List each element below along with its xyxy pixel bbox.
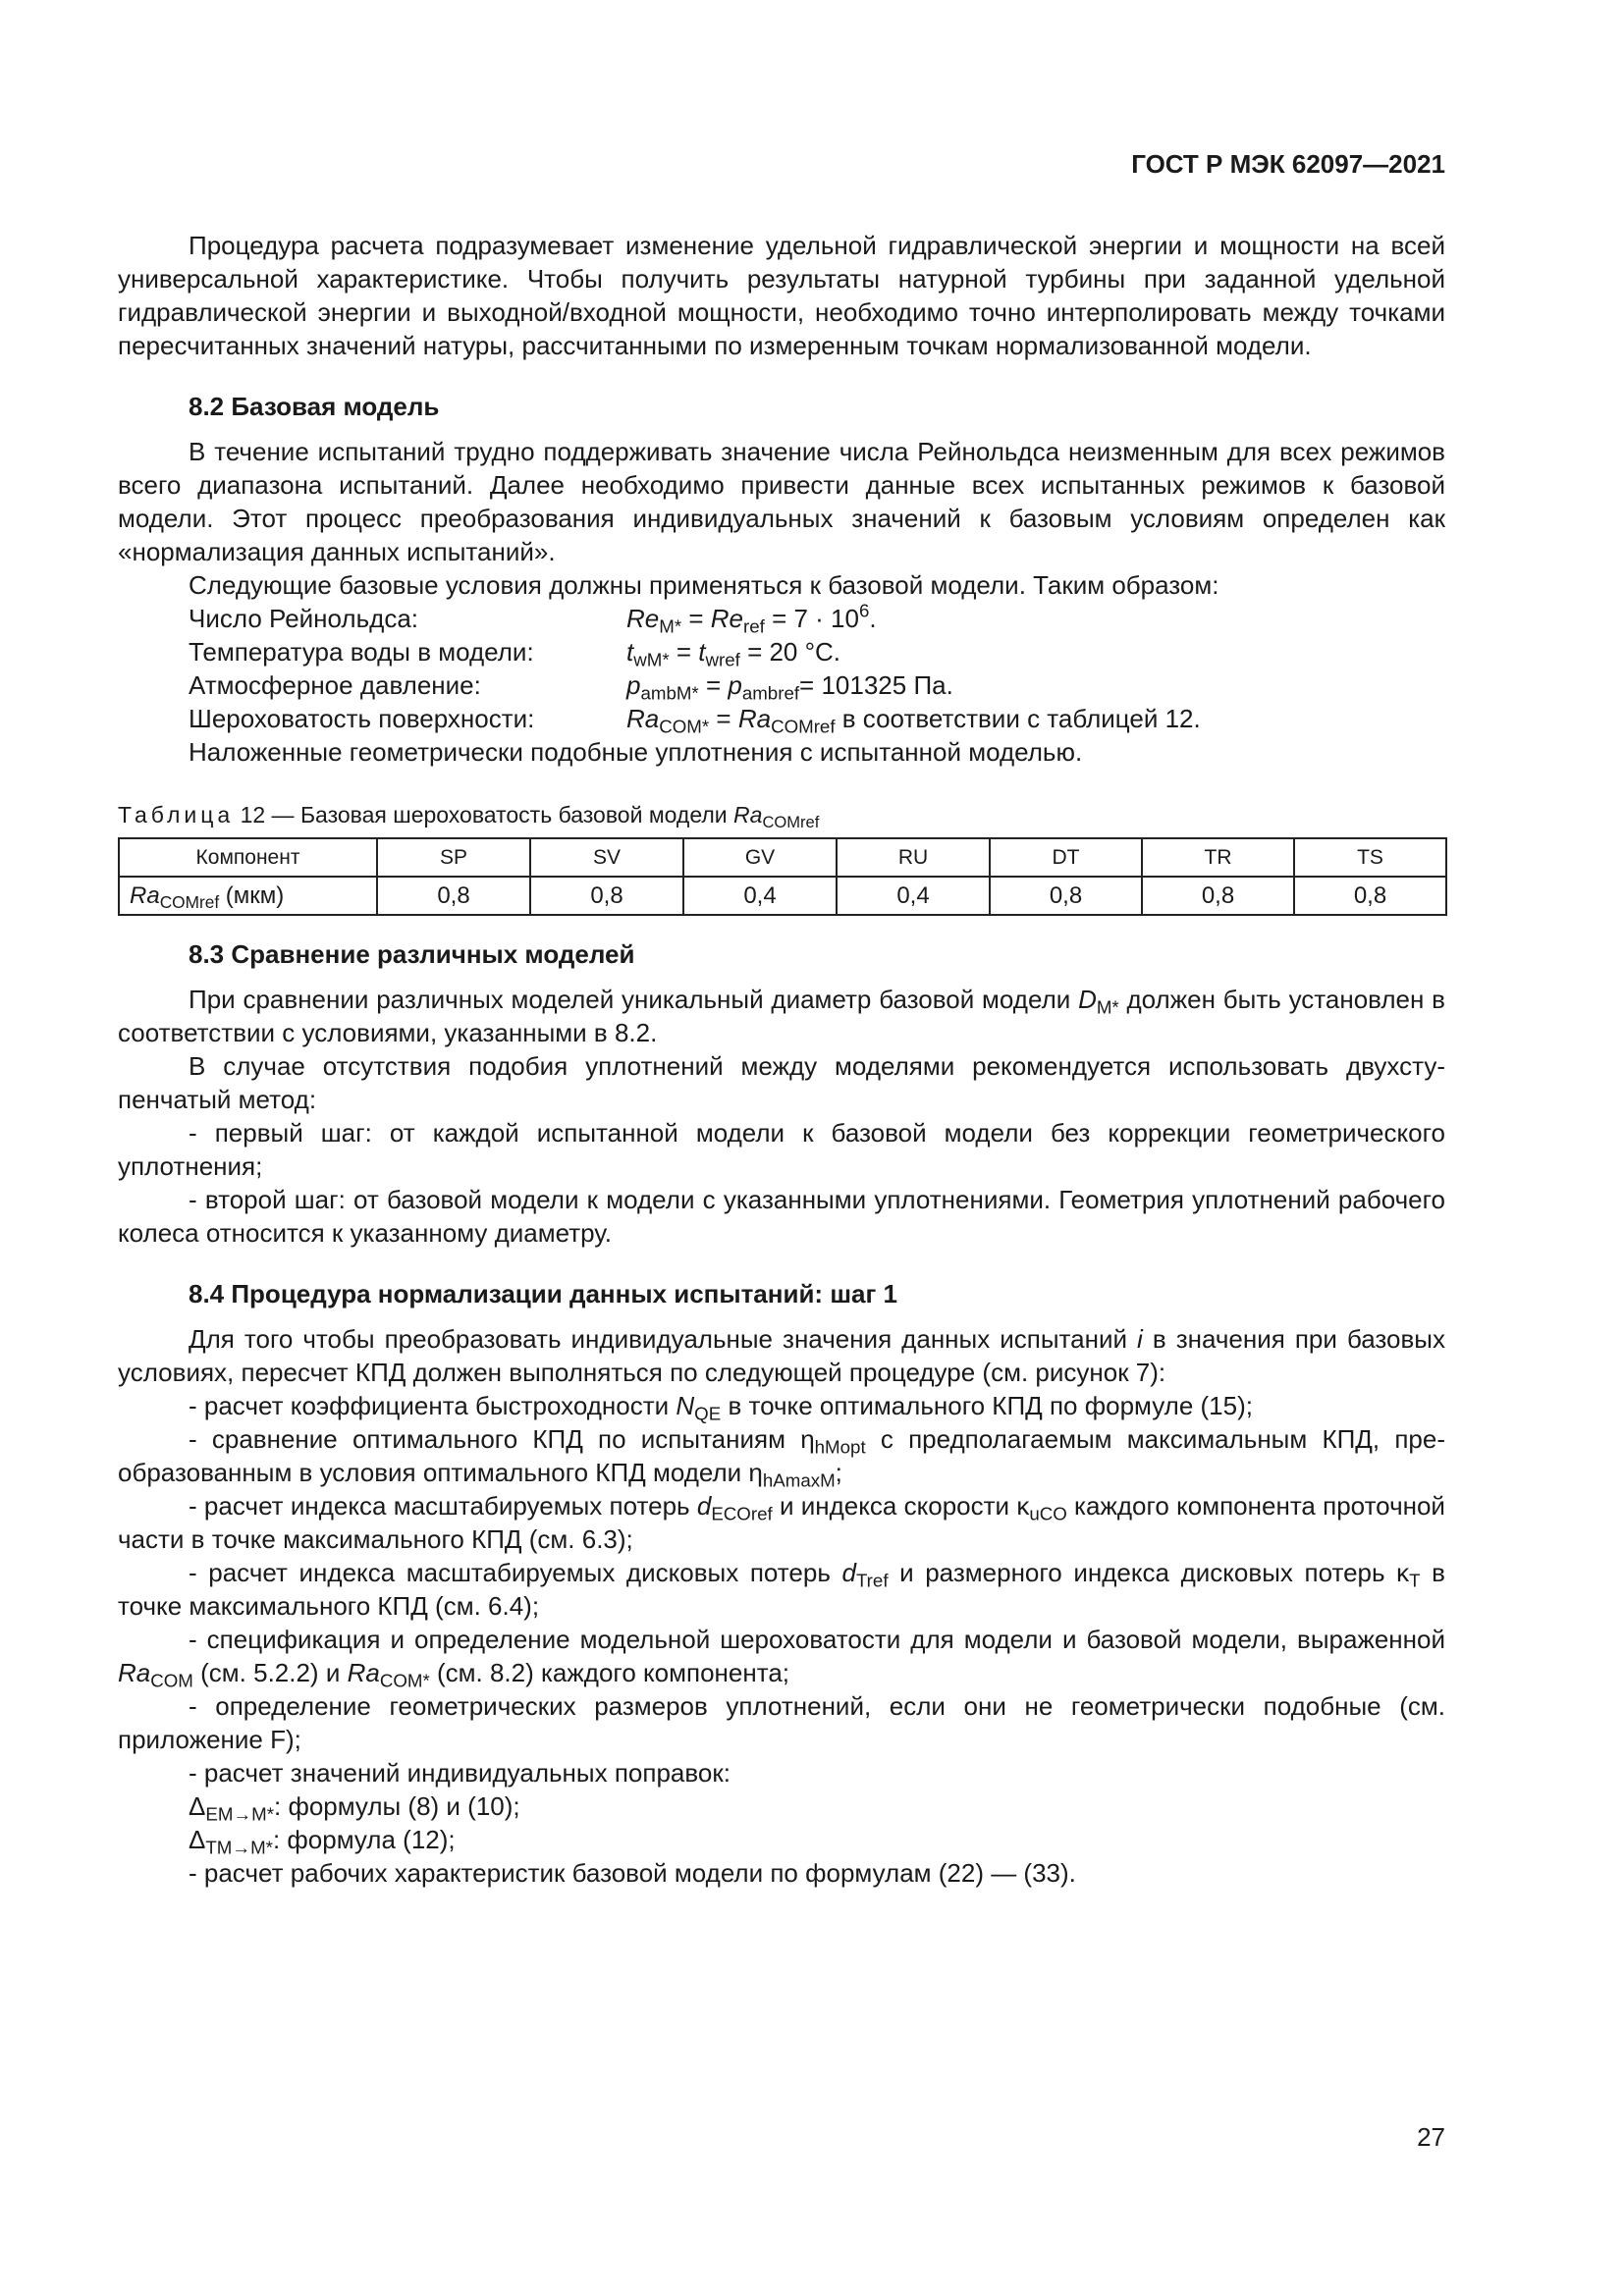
table-header-cell: TS <box>1294 838 1446 877</box>
page-number: 27 <box>1417 2122 1445 2152</box>
section-8-2-heading: 8.2 Базовая модель <box>189 392 440 421</box>
temperature-label: Температура воды в модели: <box>189 637 534 667</box>
table-header-cell: GV <box>683 838 837 877</box>
section-8-3-step-1: - первый шаг: от каждой испытанной модели к базовой модели без коррекции геометрического уплотнения; <box>118 1118 1445 1181</box>
table-header-cell: DT <box>990 838 1142 877</box>
list-item: - расчет рабочих характеристик базовой модели по формулам (22) — (33). <box>189 1858 1076 1888</box>
section-8-4-heading: 8.4 Процедура нормализации данных испытаний: шаг 1 <box>189 1279 897 1308</box>
roughness-table <box>118 837 1447 916</box>
section-8-3-paragraph-1: При сравнении различных моделей уникальный диаметр базовой модели $D_{M*}$ должен быть установлен в соответствии с условиями, указанными в 8.2. <box>118 985 1445 1047</box>
pressure-formula: $p_{ambM*} = p_{ambref}= 101325$ Па. <box>626 670 953 704</box>
table-header-cell: RU <box>837 838 990 877</box>
table-header-cell: Компонент <box>119 838 377 877</box>
table-cell: 0,8 <box>1294 877 1446 915</box>
roughness-label: Шероховатость поверхности: <box>189 704 535 733</box>
pressure-condition <box>118 668 1445 702</box>
section-8-2-paragraph-1: В течение испытаний трудно поддерживать значение числа Рейнольдса неизменным для всех режимов всего диапазона испытаний. Далее необходимо привести данные всех испытанных режимов к базовой модели. Этот процесс преобразования индивидуальных значений к базовым условиям определен как «нормализация данных испытаний». <box>118 437 1445 566</box>
table-header-cell: SP <box>377 838 530 877</box>
list-item: - расчет значений индивидуальных поправок: <box>189 1758 731 1788</box>
reynolds-formula: $Re_{M*} = Re_{ref} = 7 \cdot 10^6$. <box>626 600 877 637</box>
formula-line: $\Delta_{EM\to M*}$: формулы (8) и (10); <box>189 1791 520 1825</box>
list-item: - расчет индекса масштабируемых дисковых потерь $d_{Tref}$ и размерного индекса дисковых потерь $\kappa_T$ в точке максимального КПД (см. 6.4); <box>118 1558 1445 1621</box>
pressure-label: Атмосферное давление: <box>189 670 481 700</box>
roughness-condition <box>118 702 1445 735</box>
section-8-2-paragraph-3: Наложенные геометрически подобные уплотнения с испытанной моделью. <box>189 737 1083 767</box>
section-8-3-paragraph-2: В случае отсутствия подобия уплотнений между моделями рекомендуется использовать двухступенчатый метод: <box>118 1051 1445 1114</box>
list-item: - определение геометрических размеров уплотнений, если они не геометрически подобные (см. приложение F); <box>118 1691 1445 1754</box>
table-cell: 0,8 <box>990 877 1142 915</box>
reynolds-label: Число Рейнольдса: <box>189 604 418 633</box>
roughness-formula: $Ra_{COM*} = Ra_{COMref}$ в соответствии с таблицей 12. <box>626 704 1201 737</box>
document-body <box>118 229 1445 1890</box>
table-row <box>119 877 1446 915</box>
table-header-cell: TR <box>1142 838 1294 877</box>
table-cell: 0,4 <box>837 877 990 915</box>
list-item: - расчет коэффициента быстроходности $N_{QE}$ в точке оптимального КПД по формуле (15); <box>189 1391 1253 1424</box>
list-item: - сравнение оптимального КПД по испытаниям $\eta_{hMopt}$ с предполагаемым максимальным КПД, преобразованным в условия оптимального КПД модели $\eta_{hAmaxM}$; <box>118 1424 1445 1491</box>
table-cell: 0,8 <box>377 877 530 915</box>
temperature-condition <box>118 635 1445 668</box>
standard-header: ГОСТ Р МЭК 62097—2021 <box>1131 149 1445 179</box>
temperature-formula: $t_{wM*} = t_{wref} = 20$ °C. <box>626 637 841 670</box>
formula-line: $\Delta_{TM\to M*}$: формула (12); <box>189 1825 456 1858</box>
table-cell: 0,8 <box>530 877 683 915</box>
section-8-4-paragraph-1: Для того чтобы преобразовать индивидуальные значения данных испытаний i в значения при базовых условиях, пересчет КПД должен выполняться по следующей процедуре (см. рисунок 7): <box>118 1324 1445 1387</box>
table-cell: 0,8 <box>1142 877 1294 915</box>
intro-paragraph: Процедура расчета подразумевает изменение удельной гидравлической энергии и мощности на всей универсальной характеристике. Чтобы получить результаты натурной турбины при заданной удельной гидравлической энергии и выходной/входной мощности, необходимо точно интерполировать между точками пересчитанных значений натуры, рассчитанными по измеренным точкам нормализованной модели. <box>118 231 1445 360</box>
table-header-row <box>119 838 1446 877</box>
list-item: - расчет индекса масштабируемых потерь $d_{ECOref}$ и индекса скорости $\kappa_{uCO}$ каждого компонента проточной части в точке максимального КПД (см. 6.3); <box>118 1491 1445 1554</box>
table-12-caption: Таблица 12 — Базовая шероховатость базовой модели $Ra_{COMref}$ <box>118 802 820 831</box>
table-cell: 0,4 <box>683 877 837 915</box>
section-8-3-step-2: - второй шаг: от базовой модели к модели с указанными уплотнениями. Геометрия уплотнений рабочего колеса относится к указанному диаметру. <box>118 1185 1445 1248</box>
table-header-cell: SV <box>530 838 683 877</box>
section-8-3-heading: 8.3 Сравнение различных моделей <box>189 939 635 969</box>
table-row-label: $Ra_{COMref}$ (мкм) <box>119 877 377 915</box>
list-item: - спецификация и определение модельной шероховатости для модели и базовой модели, выраженной $Ra_{COM}$ (см. 5.2.2) и $Ra_{COM*}$ (см. 8.2) каждого компонента; <box>118 1625 1445 1691</box>
reynolds-condition <box>118 602 1445 635</box>
section-8-2-paragraph-2: Следующие базовые условия должны применяться к базовой модели. Таким образом: <box>189 570 1219 600</box>
